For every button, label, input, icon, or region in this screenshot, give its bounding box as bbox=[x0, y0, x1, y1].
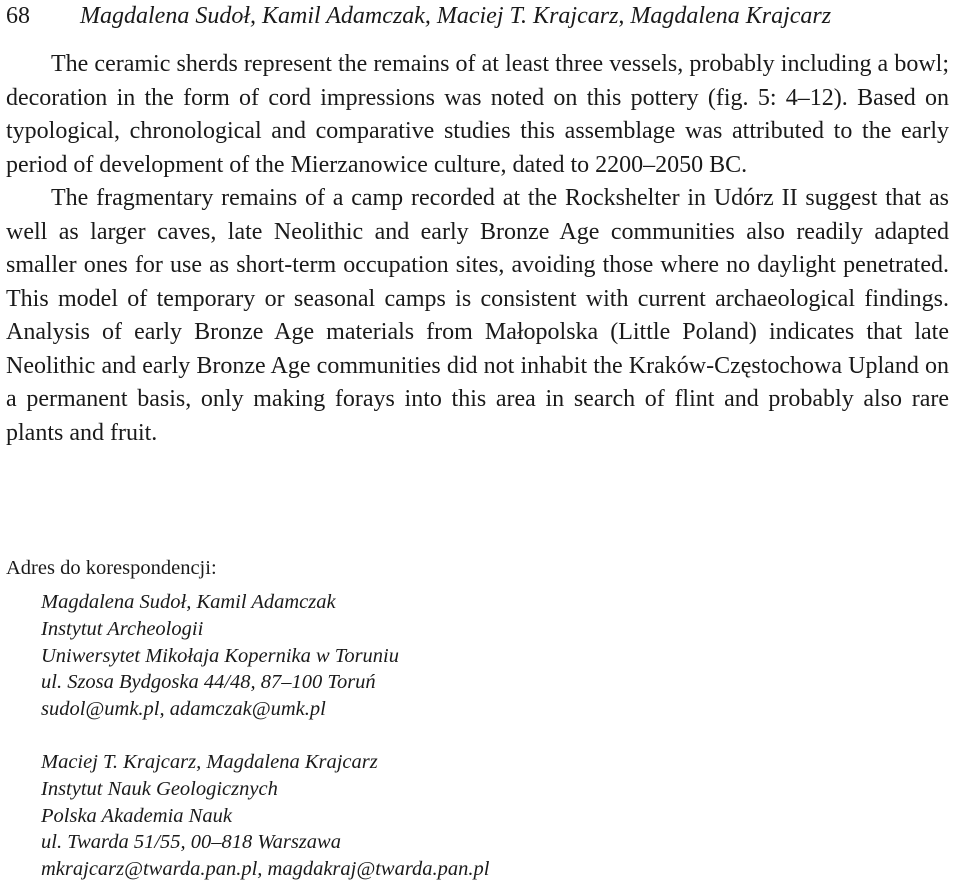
article-body bbox=[6, 48, 949, 450]
address-block-1 bbox=[41, 589, 906, 723]
address-institute: Instytut Nauk Geologicznych bbox=[41, 777, 278, 800]
body-paragraph-1: The ceramic sherds represent the remains of at least three vessels, probably including a bowl; decoration in the form of cord impressions was noted on this pottery (fig. 5: 4–12). Based on typological, chronological and comparative studies this assemblage was attributed to the early period of development of the Mierzanowice culture, dated to 2200–2050 BC. bbox=[6, 51, 949, 178]
address-emails: mkrajcarz@twarda.pan.pl, magdakraj@twarda.pan.pl bbox=[41, 858, 490, 881]
address-university: Polska Akademia Nauk bbox=[41, 804, 232, 827]
body-paragraph-2: The fragmentary remains of a camp recorded at the Rockshelter in Udórz II suggest that as well as larger caves, late Neolithic and early Bronze Age communities also readily adapted smaller ones for use as short-term occupation sites, avoiding those where no daylight penetrated. This model of temporary or seasonal camps is consistent with current archaeological findings. Analysis of early Bronze Age materials from Małopolska (Little Poland) indicates that late Neolithic and early Bronze Age communities did not inhabit the Kraków-Częstochowa Upland on a permanent basis, only making forays into this area in search of flint and probably also rare plants and fruit. bbox=[6, 185, 949, 446]
address-street: ul. Twarda 51/55, 00–818 Warszawa bbox=[41, 831, 341, 854]
address-emails: sudol@umk.pl, adamczak@umk.pl bbox=[41, 698, 326, 721]
correspondence-section bbox=[6, 555, 906, 883]
address-block-2 bbox=[41, 749, 906, 883]
running-head-authors: Magdalena Sudoł, Kamil Adamczak, Maciej T. Krajcarz, Magdalena Krajcarz bbox=[80, 3, 832, 29]
address-university: Uniwersytet Mikołaja Kopernika w Toruniu bbox=[41, 644, 399, 667]
running-head bbox=[6, 0, 951, 32]
address-street: ul. Szosa Bydgoska 44/48, 87–100 Toruń bbox=[41, 671, 376, 694]
address-names: Maciej T. Krajcarz, Magdalena Krajcarz bbox=[41, 750, 378, 773]
correspondence-label: Adres do korespondencji: bbox=[6, 557, 217, 579]
address-institute: Instytut Archeologii bbox=[41, 617, 204, 640]
page-number: 68 bbox=[6, 3, 30, 29]
address-names: Magdalena Sudoł, Kamil Adamczak bbox=[41, 591, 336, 613]
